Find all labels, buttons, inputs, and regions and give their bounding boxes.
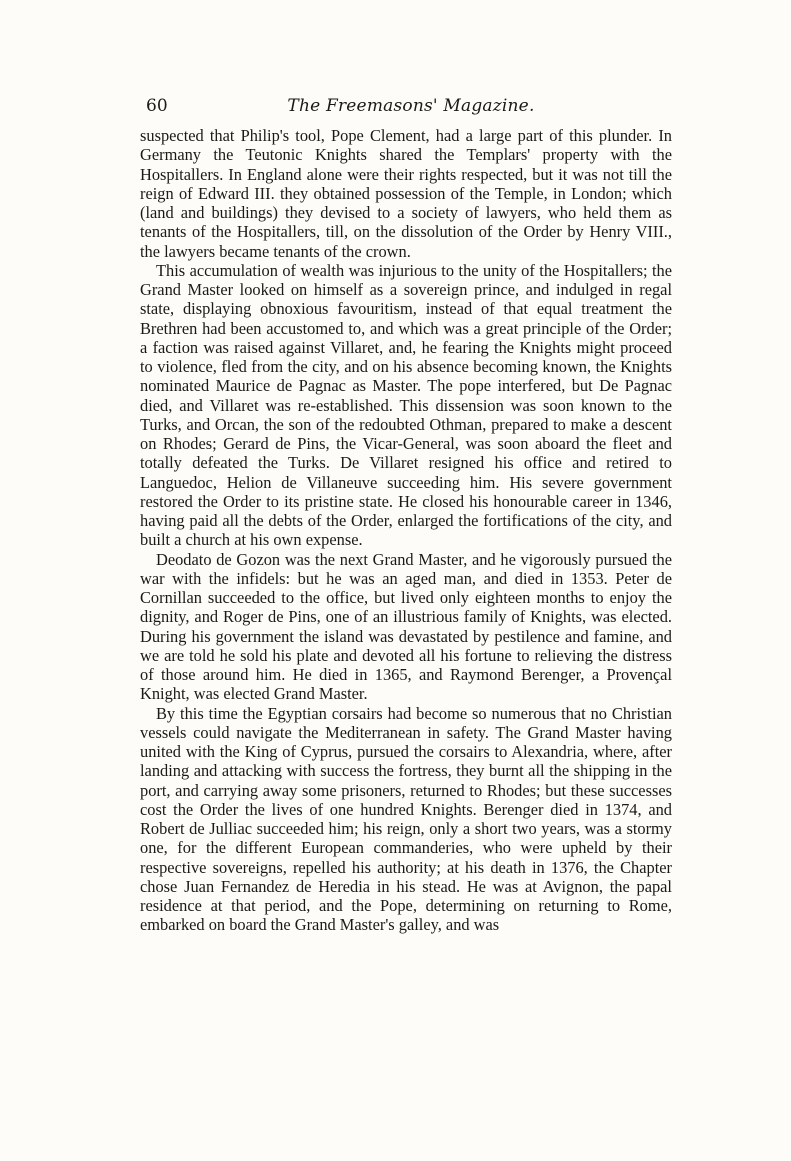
article-body [140, 126, 672, 935]
paragraph-1: suspected that Philip's tool, Pope Clement, had a large part of this plunder. In Germany the Teutonic Knights shared the Templars' property with the Hospitallers. In England alone were their rights respected, but it was not till the reign of Edward III. they obtained possession of the Temple, in London; which (land and buildings) they devised to a society of lawyers, who held them as tenants of the Hospitallers, till, on the dissolution of the Order by Henry VIII., the lawyers became tenants of the crown. [140, 126, 672, 261]
running-title: The Freemasons' Magazine. [287, 96, 535, 116]
paragraph-2: This accumulation of wealth was injurious to the unity of the Hospitallers; the Grand Master looked on himself as a sovereign prince, and indulged in regal state, displaying obnoxious favouritism, instead of that equal treatment the Brethren had been accustomed to, and which was a great principle of the Order; a faction was raised against Villaret, and, he fearing the Knights might proceed to violence, fled from the city, and on his absence becoming known, the Knights nominated Maurice de Pagnac as Master. The pope interfered, but De Pagnac died, and Villaret was re-established. This dissension was soon known to the Turks, and Orcan, the son of the redoubted Othman, prepared to make a descent on Rhodes; Gerard de Pins, the Vicar-General, was soon aboard the fleet and totally defeated the Turks. De Villaret resigned his office and retired to Languedoc, Helion de Villaneuve succeeding him. His severe government restored the Order to its pristine state. He closed his honourable career in 1346, having paid all the debts of the Order, enlarged the fortifications of the city, and built a church at his own expense. [140, 260, 672, 550]
paragraph-3: Deodato de Gozon was the next Grand Master, and he vigorously pursued the war with the infidels: but he was an aged man, and died in 1353. Peter de Cornillan succeeded to the office, but lived only eighteen months to enjoy the dignity, and Roger de Pins, one of an illustrious family of Knights, was elected. During his government the island was devastated by pestilence and famine, and we are told he sold his plate and devoted all his fortune to relieving the distress of those around him. He died in 1365, and Raymond Berenger, a Provençal Knight, was elected Grand Master. [140, 549, 672, 704]
paragraph-4: By this time the Egyptian corsairs had become so numerous that no Christian vessels could navigate the Mediterranean in safety. The Grand Master having united with the King of Cyprus, pursued the corsairs to Alexandria, where, after landing and attacking with success the fortress, they burnt all the shipping in the port, and carrying away some prisoners, returned to Rhodes; but these successes cost the Order the lives of one hundred Knights. Berenger died in 1374, and Robert de Julliac succeeded him; his reign, only a short two years, was a stormy one, for the different European commanderies, who were upheld by their respective sovereigns, repelled his authority; at his death in 1376, the Chapter chose Juan Fernandez de Heredia in his stead. He was at Avignon, the papal residence at that period, and the Pope, determining on returning to Rome, embarked on board the Grand Master's galley, and was [140, 703, 672, 935]
page-number: 60 [146, 96, 168, 116]
page-header [146, 96, 676, 122]
